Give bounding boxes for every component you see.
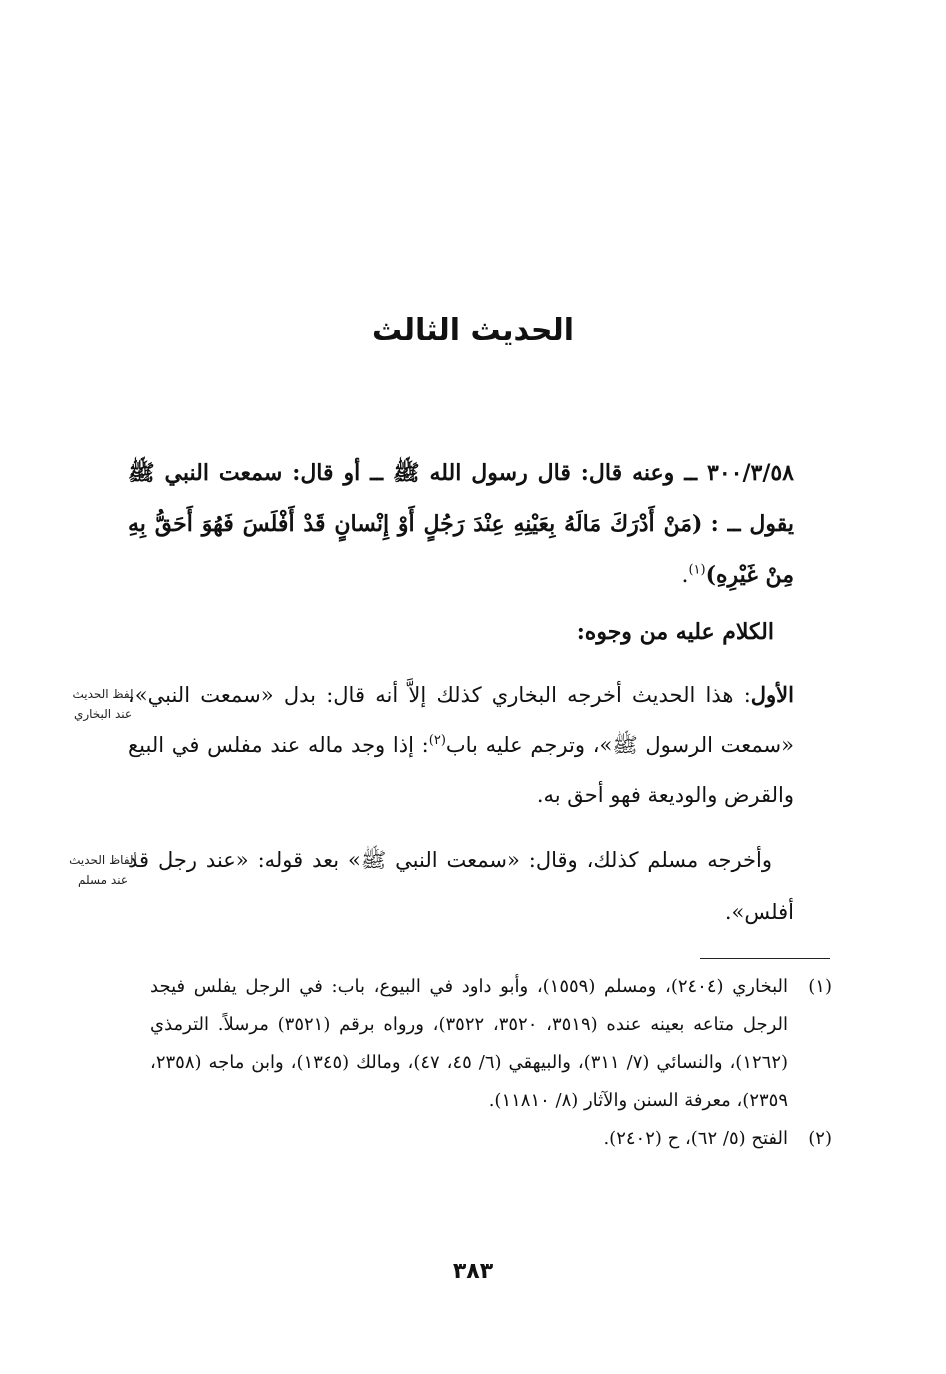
paragraph1-text-b: : إذا وجد ماله عند مفلس في البيع والقرض والوديعة فهو أحق به. [128, 733, 794, 807]
footnote-separator [700, 958, 830, 959]
footnote-item [150, 968, 832, 1120]
section-heading: الكلام عليه من وجوه: [576, 619, 774, 645]
margin-note-bukhari [60, 684, 146, 724]
hadith-matn: (مَنْ أَدْرَكَ مَالَهُ بِعَيْنِهِ عِنْدَ رَجُلٍ أَوْ إِنْسانٍ قَدْ أَفْلَسَ فَهُوَ أَحَقُّ بِهِ مِنْ غَيْرِهِ) [128, 511, 794, 588]
paragraph-muslim [128, 834, 794, 938]
footnote-text: الفتح (٥/ ٦٢)، ح (٢٤٠٢). [603, 1128, 788, 1149]
hadith-intro: ٣٠٠/٣/٥٨ ــ وعنه قال: قال رسول الله ﷺ ــ أو قال: سمعت النبي ﷺ يقول ــ : [128, 460, 794, 537]
hadith-text [128, 448, 794, 601]
footnote-text: البخاري (٢٤٠٤)، ومسلم (١٥٥٩)، وأبو داود في البيوع، باب: في الرجل يفلس فيجد الرجل متاعه بعينه عنده (٣٥١٩، ٣٥٢٠، ٣٥٢٢)، ورواه برقم (٣٥٢١) مرسلاً. الترمذي (١٢٦٢)، والنسائي (٧/ ٣١١)، والبيهقي (٦/ ٤٥، ٤٧)، ومالك (١٣٤٥)، وابن ماجه (٢٣٥٨، ٢٣٥٩)، معرفة السنن والآثار (٨/ ١١٨١٠). [150, 976, 789, 1111]
margin-note-line: عند البخاري [73, 707, 133, 721]
footnote-item [150, 1120, 832, 1158]
margin-note-line: عند مسلم [78, 873, 128, 887]
footnote-number: (١) [808, 976, 832, 997]
paragraph1-text-a: : هذا الحديث أخرجه البخاري كذلك إلاَّ أنه قال: بدل «سمعت النبي»، «سمعت الرسول ﷺ»، وترجم عليه باب [128, 683, 794, 757]
page-number: ٣٨٣ [452, 1259, 494, 1284]
paragraph-lead: الأول [750, 682, 794, 707]
margin-note-line: ألفاظ الحديث [69, 853, 137, 867]
margin-note-muslim [60, 850, 146, 890]
paragraph-first-aspect [128, 670, 794, 820]
page-title: الحديث الثالث [371, 313, 575, 348]
paragraph2-text: وأخرجه مسلم كذلك، وقال: «سمعت النبي ﷺ» بعد قوله: «عند رجل قد أفلس». [128, 848, 794, 924]
hadith-end: . [681, 563, 689, 588]
footnote-number: (٢) [808, 1128, 832, 1149]
footnotes [150, 968, 832, 1158]
margin-note-line: لفظ الحديث [72, 687, 134, 701]
footnote-ref-1: (١) [688, 562, 706, 578]
footnote-ref-2: (٢) [428, 733, 446, 748]
